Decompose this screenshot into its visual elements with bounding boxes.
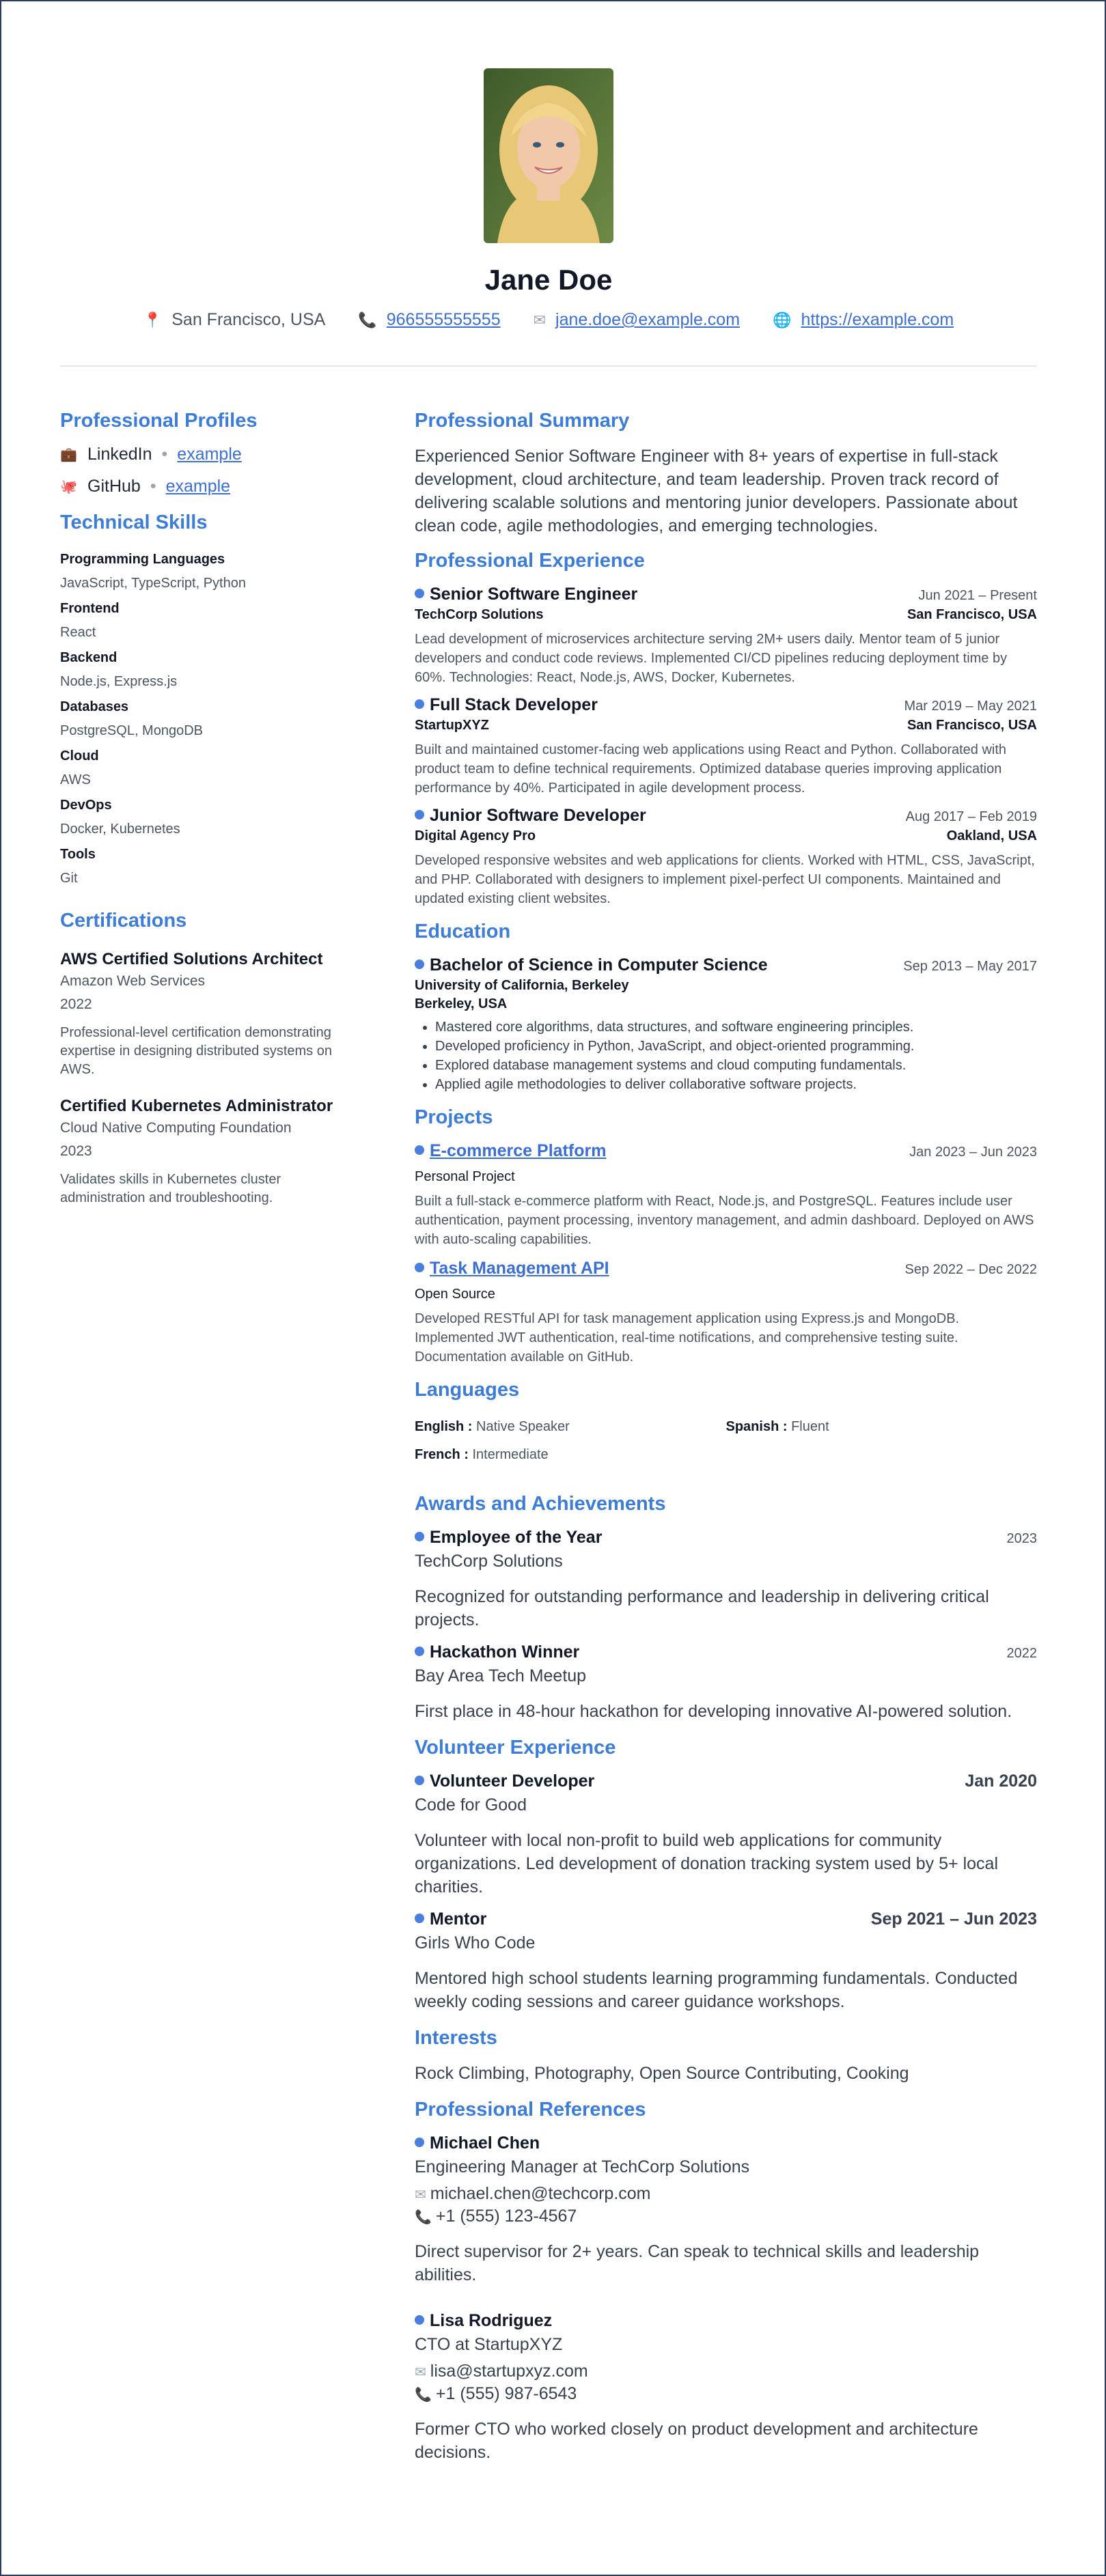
volunteer-description: Volunteer with local non-profit to build web applications for community organizations. Led development of donation tracking system used by 5+ local charities. xyxy=(415,1831,998,1896)
profile-github xyxy=(60,477,368,496)
website-item xyxy=(773,310,954,330)
award-name: Employee of the Year xyxy=(430,1528,603,1547)
location: Berkeley, USA xyxy=(415,996,508,1011)
experience-title: Professional Experience xyxy=(415,550,645,572)
skill-category: Backend xyxy=(60,650,117,665)
reference-phone-line xyxy=(415,2207,1037,2226)
award-item xyxy=(415,1528,1037,1632)
project-item xyxy=(415,1259,1037,1367)
phone-icon: 📞 xyxy=(358,311,377,328)
summary-title: Professional Summary xyxy=(415,410,630,432)
separator-dot: • xyxy=(161,445,168,464)
phone-item xyxy=(358,310,500,330)
skill-category: Databases xyxy=(60,699,129,714)
award-description: Recognized for outstanding performance and leadership in delivering critical projects. xyxy=(415,1587,989,1629)
bullet-dot xyxy=(415,1532,424,1541)
cert-year: 2022 xyxy=(60,996,92,1012)
bullet-dot xyxy=(415,1776,424,1785)
volunteer-org: Code for Good xyxy=(415,1795,527,1815)
cert-name: AWS Certified Solutions Architect xyxy=(60,950,323,968)
awards-title: Awards and Achievements xyxy=(415,1493,666,1515)
envelope-icon: ✉ xyxy=(415,2365,426,2380)
left-column xyxy=(60,410,368,1207)
language-name: French : xyxy=(415,1447,469,1462)
description: Lead development of microservices architecture serving 2M+ users daily. Mentor team of 5 junior developers and conduct code reviews. Implemented CI/CD pipelines reducing deployment time by 60%. Technologies: React, Node.js, AWS, Docker, Kubernetes. xyxy=(415,632,1008,685)
skill-category: Tools xyxy=(60,847,96,862)
profile-username-link[interactable]: example xyxy=(165,477,231,496)
volunteer-date: Jan 2020 xyxy=(965,1772,1037,1791)
highlights-list xyxy=(415,1018,1037,1094)
volunteer-role: Volunteer Developer xyxy=(430,1772,595,1791)
project-link[interactable]: E-commerce Platform xyxy=(430,1141,607,1160)
award-org: TechCorp Solutions xyxy=(415,1552,563,1571)
skills-list xyxy=(60,552,368,886)
reference-phone: +1 (555) 987-6543 xyxy=(435,2384,577,2403)
experience-item xyxy=(415,585,1037,687)
language-item xyxy=(726,1419,1038,1435)
summary-text: Experienced Senior Software Engineer with 8+ years of expertise in full-stack development, cloud architecture, and team leadership. Proven track record of delivering scalable solutions and mentoring junior developers. Passionate about clean code, agile methodologies, and emerging technologies. xyxy=(415,447,1018,535)
cert-name: Certified Kubernetes Administrator xyxy=(60,1097,333,1115)
cert-year: 2023 xyxy=(60,1143,92,1159)
skill-value: React xyxy=(60,625,96,640)
company: Digital Agency Pro xyxy=(415,828,536,843)
reference-description: Direct supervisor for 2+ years. Can speak to technical skills and leadership abilities. xyxy=(415,2242,980,2284)
languages-title: Languages xyxy=(415,1379,520,1401)
interests-text: Rock Climbing, Photography, Open Source Contributing, Cooking xyxy=(415,2064,909,2083)
list-item: • Developed proficiency in Python, JavaScript, and object-oriented programming. xyxy=(435,1037,1037,1056)
language-name: English : xyxy=(415,1419,473,1434)
award-description: First place in 48-hour hackathon for developing innovative AI-powered solution. xyxy=(415,1702,1012,1721)
reference-email-line xyxy=(415,2362,1037,2381)
profile-linkedin xyxy=(60,445,368,464)
skill-value: PostgreSQL, MongoDB xyxy=(60,723,203,738)
envelope-icon: ✉ xyxy=(415,2187,426,2202)
list-item: • Applied agile methodologies to deliver collaborative software projects. xyxy=(435,1075,1037,1094)
description: Built and maintained customer-facing web applications using React and Python. Collaborated with product team to define technical requirements. Optimized database queries improving application performance by 40%. Participated in agile development process. xyxy=(415,742,1007,796)
phone-link[interactable]: 966555555555 xyxy=(386,310,501,329)
language-level: Native Speaker xyxy=(476,1419,570,1434)
contact-bar xyxy=(60,310,1037,330)
project-type: Personal Project xyxy=(415,1169,515,1184)
date-range: Jun 2021 – Present xyxy=(918,588,1037,603)
bullet-dot xyxy=(415,1263,424,1272)
skill-category: Programming Languages xyxy=(60,552,225,567)
description: Built a full-stack e-commerce platform with React, Node.js, and PostgreSQL. Features include user authentication, payment processing, inventory management, and admin dashboard. Deployed on AWS with auto-scaling capabilities. xyxy=(415,1194,1034,1247)
separator-dot: • xyxy=(150,477,156,496)
reference-name: Michael Chen xyxy=(430,2133,540,2153)
award-date: 2022 xyxy=(1006,1646,1037,1661)
github-icon: 🐙 xyxy=(60,479,77,494)
volunteer-title: Volunteer Experience xyxy=(415,1737,616,1759)
projects-title: Projects xyxy=(415,1106,493,1128)
education-item xyxy=(415,955,1037,1094)
reference-phone: +1 (555) 123-4567 xyxy=(435,2207,577,2226)
award-item xyxy=(415,1642,1037,1723)
reference-role: CTO at StartupXYZ xyxy=(415,2335,563,2354)
phone-icon: 📞 xyxy=(415,2210,432,2225)
cert-description: Validates skills in Kubernetes cluster administration and troubleshooting. xyxy=(60,1172,281,1205)
list-item: • Mastered core algorithms, data structures, and software engineering principles. xyxy=(435,1018,1037,1037)
position: Full Stack Developer xyxy=(430,695,598,714)
date-range: Sep 2022 – Dec 2022 xyxy=(904,1262,1037,1277)
phone-icon: 📞 xyxy=(415,2388,432,2403)
reference-email: lisa@startupxyz.com xyxy=(430,2362,588,2381)
interests-title: Interests xyxy=(415,2027,497,2049)
description: Developed responsive websites and web applications for clients. Worked with HTML, CSS, JavaScript, and PHP. Collaborated with designers to implement pixel-perfect UI components. Maintained and updated existing client websites. xyxy=(415,853,1035,906)
award-date: 2023 xyxy=(1006,1531,1037,1546)
degree: Bachelor of Science in Computer Science xyxy=(430,955,768,975)
bullet-dot xyxy=(415,2315,424,2325)
position: Senior Software Engineer xyxy=(430,585,638,604)
cert-issuer: Amazon Web Services xyxy=(60,973,206,989)
profile-network: LinkedIn xyxy=(87,445,152,464)
volunteer-item xyxy=(415,1772,1037,1899)
profile-username-link[interactable]: example xyxy=(177,445,242,464)
right-column xyxy=(415,410,1037,2464)
list-item: • Explored database management systems and cloud computing fundamentals. xyxy=(435,1056,1037,1075)
website-link[interactable]: https://example.com xyxy=(801,310,954,329)
volunteer-org: Girls Who Code xyxy=(415,1933,536,1952)
references-title: Professional References xyxy=(415,2099,646,2120)
project-type: Open Source xyxy=(415,1287,495,1302)
skill-category: Frontend xyxy=(60,601,120,616)
location-text: San Francisco, USA xyxy=(171,310,326,329)
reference-description: Former CTO who worked closely on product development and architecture decisions. xyxy=(415,2420,978,2462)
description: Developed RESTful API for task management application using Express.js and MongoDB. Implemented JWT authentication, real-time notifications, and comprehensive testing suite. Documentation available on GitHub. xyxy=(415,1311,960,1364)
award-org: Bay Area Tech Meetup xyxy=(415,1666,587,1685)
volunteer-description: Mentored high school students learning programming fundamentals. Conducted weekly coding sessions and career guidance workshops. xyxy=(415,1969,1018,2011)
school: University of California, Berkeley xyxy=(415,978,629,993)
certifications-title: Certifications xyxy=(60,910,187,932)
email-item xyxy=(534,310,740,330)
skill-value: Docker, Kubernetes xyxy=(60,822,180,837)
skill-category: DevOps xyxy=(60,798,112,813)
reference-phone-line xyxy=(415,2384,1037,2404)
date-range: Sep 2013 – May 2017 xyxy=(903,959,1037,974)
cert-issuer: Cloud Native Computing Foundation xyxy=(60,1120,292,1136)
location: Oakland, USA xyxy=(946,828,1037,843)
volunteer-date: Sep 2021 – Jun 2023 xyxy=(870,1909,1037,1929)
project-item xyxy=(415,1141,1037,1249)
volunteer-item xyxy=(415,1909,1037,2013)
bullet-dot xyxy=(415,960,424,969)
profile-network: GitHub xyxy=(87,477,141,496)
language-item xyxy=(415,1447,726,1463)
company: StartupXYZ xyxy=(415,718,489,733)
bullet-dot xyxy=(415,1914,424,1923)
cert-item xyxy=(60,950,368,1079)
profiles-title: Professional Profiles xyxy=(60,410,258,432)
reference-email: michael.chen@techcorp.com xyxy=(430,2184,651,2203)
briefcase-icon: 💼 xyxy=(60,447,77,462)
profile-photo xyxy=(484,68,613,243)
map-pin-icon: 📍 xyxy=(143,311,163,328)
experience-item xyxy=(415,695,1037,798)
skill-category: Cloud xyxy=(60,748,99,764)
language-item xyxy=(415,1419,726,1435)
bullet-dot xyxy=(415,2138,424,2147)
skill-value: AWS xyxy=(60,772,91,787)
email-link[interactable]: jane.doe@example.com xyxy=(555,310,741,329)
education-title: Education xyxy=(415,921,511,942)
bullet-dot xyxy=(415,589,424,598)
reference-email-line xyxy=(415,2184,1037,2204)
date-range: Aug 2017 – Feb 2019 xyxy=(905,809,1037,824)
position: Junior Software Developer xyxy=(430,806,646,825)
resume-header xyxy=(60,68,1037,330)
skill-value: JavaScript, TypeScript, Python xyxy=(60,576,246,591)
reference-name: Lisa Rodriguez xyxy=(430,2311,553,2330)
language-level: Fluent xyxy=(791,1419,829,1434)
languages-grid xyxy=(415,1419,1037,1463)
bullet-dot xyxy=(415,810,424,820)
reference-role: Engineering Manager at TechCorp Solutions xyxy=(415,2157,750,2176)
date-range: Jan 2023 – Jun 2023 xyxy=(909,1145,1037,1160)
date-range: Mar 2019 – May 2021 xyxy=(904,699,1037,714)
location: San Francisco, USA xyxy=(907,607,1037,622)
project-link[interactable]: Task Management API xyxy=(430,1259,609,1278)
award-name: Hackathon Winner xyxy=(430,1642,580,1662)
language-name: Spanish : xyxy=(725,1419,788,1434)
cert-item xyxy=(60,1097,368,1207)
bullet-dot xyxy=(415,699,424,709)
header-divider xyxy=(60,365,1037,367)
bullet-dot xyxy=(415,1647,424,1656)
bullet-dot xyxy=(415,1145,424,1155)
volunteer-role: Mentor xyxy=(430,1909,487,1929)
language-level: Intermediate xyxy=(472,1447,549,1462)
location: San Francisco, USA xyxy=(907,718,1037,733)
globe-icon: 🌐 xyxy=(773,311,792,328)
full-name: Jane Doe xyxy=(484,264,613,296)
reference-item xyxy=(415,2133,1037,2286)
location-item xyxy=(143,310,326,330)
reference-item xyxy=(415,2311,1037,2464)
skill-value: Git xyxy=(60,871,78,886)
experience-item xyxy=(415,806,1037,908)
cert-description: Professional-level certification demonstrating expertise in designing distributed systems on AWS. xyxy=(60,1025,332,1077)
skills-title: Technical Skills xyxy=(60,512,208,533)
envelope-icon: ✉ xyxy=(533,311,547,328)
skill-value: Node.js, Express.js xyxy=(60,674,178,689)
company: TechCorp Solutions xyxy=(415,607,544,622)
